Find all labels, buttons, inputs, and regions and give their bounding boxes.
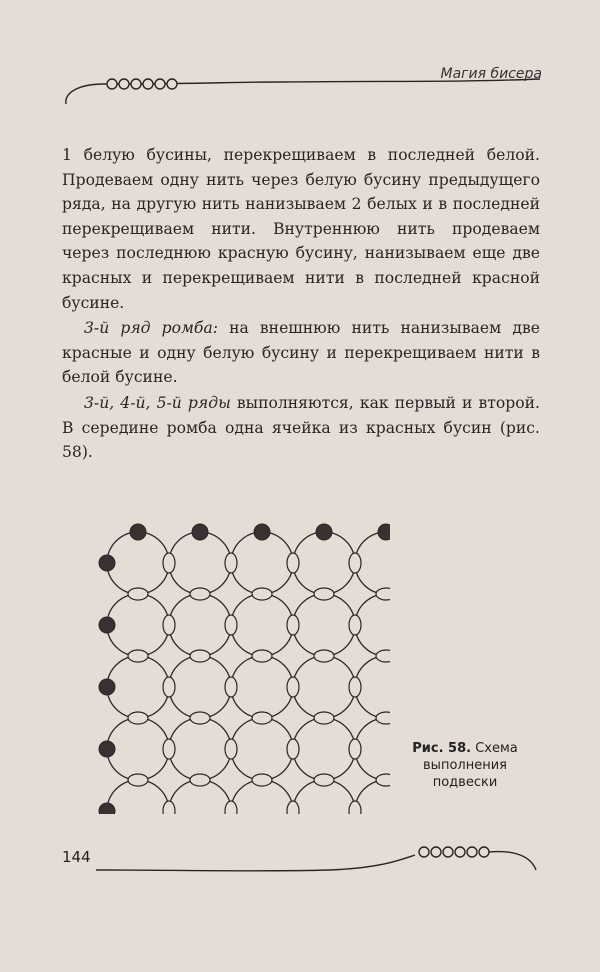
white-bead [225, 677, 237, 697]
white-bead [128, 588, 148, 600]
white-bead [252, 650, 272, 662]
white-bead [349, 677, 361, 697]
white-bead [287, 615, 299, 635]
white-bead [225, 615, 237, 635]
caption-label: Рис. 58. [412, 741, 472, 756]
thread-ring [107, 532, 169, 594]
red-bead [99, 803, 115, 814]
white-bead [163, 615, 175, 635]
white-bead [376, 650, 390, 662]
white-bead [252, 774, 272, 786]
paragraph-2-rest: на внешнюю нить нанизываем две красные и одну белую бусину и перекрещиваем нити в белой бусине. [62, 319, 540, 387]
paragraph-2-lead: 3-й ряд ромба: [84, 319, 218, 338]
red-bead [378, 524, 390, 540]
white-bead [287, 553, 299, 573]
thread-ring [231, 656, 293, 718]
white-bead [349, 801, 361, 814]
white-bead [252, 588, 272, 600]
figure-caption [398, 740, 532, 791]
white-bead [163, 801, 175, 814]
white-bead [287, 801, 299, 814]
paragraph-3-rest: выполняются, как первый и второй. В середине ромба одна ячейка из красных бусин (рис. 58). [62, 393, 540, 462]
thread-ring [293, 594, 355, 656]
white-bead [376, 774, 390, 786]
white-bead [376, 588, 390, 600]
white-bead [287, 677, 299, 697]
white-bead [163, 553, 175, 573]
running-title: Магия бисера [440, 66, 542, 82]
caption-text: Схема выполнения подвески [423, 741, 518, 790]
paragraph-3-lead: 3-й, 4-й, 5-й ряды [84, 393, 231, 412]
white-bead [163, 677, 175, 697]
white-bead [349, 615, 361, 635]
paragraph-1: 1 белую бусины, перекрещиваем в последней белой. Продеваем одну нить через белую бусину предыдущего ряда, на другую нить нанизываем 2 белых и в последней перекрещиваем нити. Внутреннюю нить продеваем через последнюю красную бусину, нанизываем еще две красных и перекрещиваем нити в последней красной бусине. [62, 146, 540, 312]
white-bead [190, 650, 210, 662]
paragraph-2 [62, 316, 540, 390]
thread-ring [169, 594, 231, 656]
white-bead [314, 712, 334, 724]
white-bead [128, 650, 148, 662]
white-bead [349, 553, 361, 573]
white-bead [349, 739, 361, 759]
thread-ring [293, 532, 355, 594]
white-bead [376, 712, 390, 724]
white-bead [163, 739, 175, 759]
paragraph-3 [62, 391, 540, 465]
red-bead [316, 524, 332, 540]
red-bead [99, 741, 115, 757]
thread-ring [231, 718, 293, 780]
white-bead [252, 712, 272, 724]
white-bead [314, 774, 334, 786]
thread-ring [293, 718, 355, 780]
white-bead [128, 712, 148, 724]
white-bead [225, 801, 237, 814]
body-text [62, 143, 540, 465]
red-bead [130, 524, 146, 540]
white-bead [190, 774, 210, 786]
page-number: 144 [62, 848, 91, 866]
white-bead [190, 712, 210, 724]
white-bead [314, 650, 334, 662]
red-bead [99, 617, 115, 633]
thread-ring [231, 532, 293, 594]
thread-ring [107, 594, 169, 656]
white-bead [225, 739, 237, 759]
red-bead [99, 679, 115, 695]
thread-ring [107, 718, 169, 780]
white-bead [287, 739, 299, 759]
thread-ring [169, 532, 231, 594]
red-bead [99, 555, 115, 571]
white-bead [225, 553, 237, 573]
thread-ring [107, 656, 169, 718]
bead-scheme-figure [72, 494, 390, 814]
red-bead [254, 524, 270, 540]
red-bead [192, 524, 208, 540]
thread-ring [231, 594, 293, 656]
white-bead [314, 588, 334, 600]
thread-ring [293, 656, 355, 718]
thread-ring [169, 656, 231, 718]
white-bead [128, 774, 148, 786]
white-bead [190, 588, 210, 600]
thread-ring [169, 718, 231, 780]
